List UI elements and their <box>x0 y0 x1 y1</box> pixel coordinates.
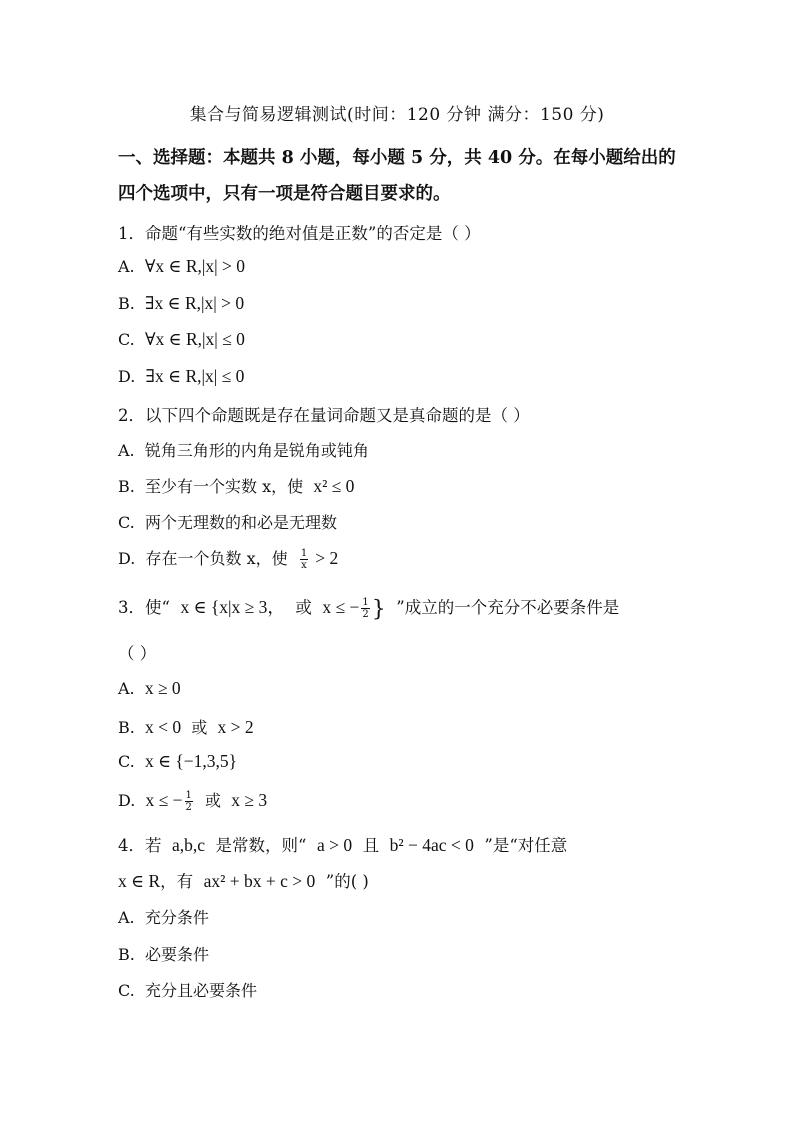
q3-option-d[interactable]: D. x ≤ − $\frac{1}{2}$ 或 x ≥ 3 <box>118 790 268 813</box>
q2-option-b[interactable]: B. 至少有一个实数 x，使 x² ≤ 0 <box>118 476 355 496</box>
q1-stem: 1．命题“有些实数的绝对值是正数”的否定是（ ） <box>118 224 481 243</box>
q2-option-d[interactable]: D. 存在一个负数 x，使 $\frac{1}{x}$ > 2 <box>118 548 339 571</box>
q3-stem-paren: （ ） <box>118 644 157 663</box>
q1-option-b[interactable]: B. ∃x ∈ R,|x| > 0 <box>118 293 245 313</box>
q4-stem: 4．若 a,b,c 是常数，则“ a > 0 且 b² − 4ac < 0 ”是“对任意 <box>118 835 568 855</box>
q1-d-math: ∃x ∈ R,|x| ≤ 0 <box>145 366 245 386</box>
page-title: 集合与简易逻辑测试(时间：120 分钟 满分：150 分) <box>189 105 605 125</box>
q4-stem-line2: x ∈ R，有 ax² + bx + c > 0 ”的( ) <box>118 871 369 891</box>
q2-option-a[interactable]: A. 锐角三角形的内角是锐角或钝角 <box>118 441 369 460</box>
q1-b-math: ∃x ∈ R,|x| > 0 <box>145 293 245 313</box>
q4-option-a[interactable]: A. 充分条件 <box>118 908 209 927</box>
q1-option-c[interactable]: C. ∀x ∈ R,|x| ≤ 0 <box>118 329 245 349</box>
q1-option-a[interactable]: A. ∀x ∈ R,|x| > 0 <box>118 256 246 276</box>
q3-option-a[interactable]: A. x ≥ 0 <box>118 678 181 698</box>
q2-d-fraction: $\frac{1}{x}$ <box>300 548 308 571</box>
q2-b-math: x² ≤ 0 <box>313 476 355 496</box>
q3-option-c[interactable]: C. x ∈ {−1,3,5} <box>118 751 238 771</box>
q2-d-math: > 2 <box>315 548 339 568</box>
q4-option-c[interactable]: C. 充分且必要条件 <box>118 981 257 1000</box>
q3-stem: 3．使“ x ∈ {x|x ≥ 3， 或 x ≤ − $\frac{1}{2}$ } ”成立的一个充分不必要条件是 <box>118 597 620 622</box>
q2-option-c[interactable]: C. 两个无理数的和必是无理数 <box>118 513 337 532</box>
q2-stem: 2．以下四个命题既是存在量词命题又是真命题的是（ ） <box>118 406 530 425</box>
q1-c-math: ∀x ∈ R,|x| ≤ 0 <box>144 329 245 349</box>
q1-a-math: ∀x ∈ R,|x| > 0 <box>144 256 246 276</box>
section-heading: 一、选择题：本题共 8 小题，每小题 5 分，共 40 分。在每小题给出的四个选项中，只有一项是符合题目要求的。 <box>118 148 676 204</box>
q3-option-b[interactable]: B. x < 0 或 x > 2 <box>118 717 254 737</box>
q1-option-d[interactable]: D. ∃x ∈ R,|x| ≤ 0 <box>118 366 245 386</box>
q4-option-b[interactable]: B. 必要条件 <box>118 945 210 964</box>
